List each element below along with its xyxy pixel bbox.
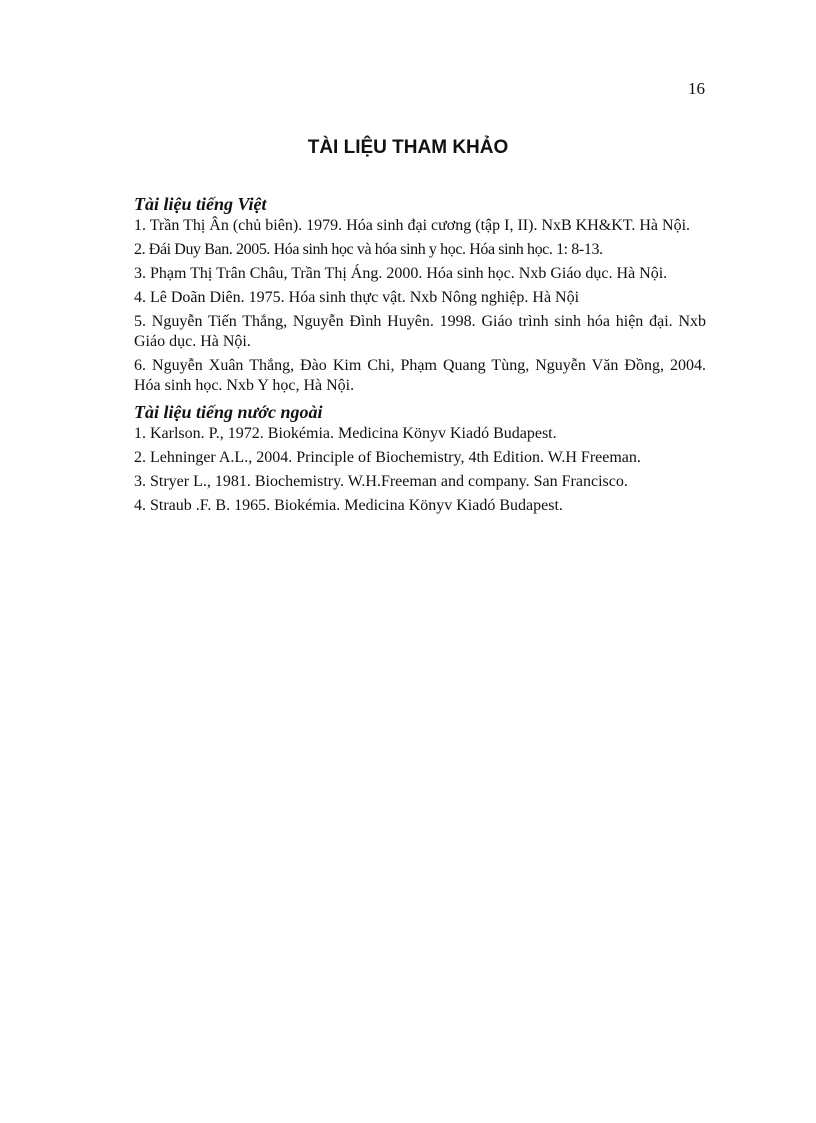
reference-item: 5. Nguyễn Tiến Thắng, Nguyễn Đình Huyên. 1998. Giáo trình sinh hóa hiện đại. Nxb Giáo dục. Hà Nội. — [134, 313, 706, 350]
reference-item: 4. Straub .F. B. 1965. Biokémia. Medicina Könyv Kiadó Budapest. — [134, 497, 563, 514]
section-vietnamese-references — [134, 192, 706, 396]
references-body — [134, 192, 706, 520]
reference-item: 3. Stryer L., 1981. Biochemistry. W.H.Freeman and company. San Francisco. — [134, 473, 628, 490]
reference-item: 6. Nguyễn Xuân Thắng, Đào Kim Chi, Phạm Quang Tùng, Nguyễn Văn Đồng, 2004. Hóa sinh học. Nxb Y học, Hà Nội. — [134, 357, 706, 394]
page-number: 16 — [688, 79, 705, 98]
reference-item: 4. Lê Doãn Diên. 1975. Hóa sinh thực vật. Nxb Nông nghiệp. Hà Nội — [134, 289, 580, 306]
section-foreign-references — [134, 400, 706, 516]
section-heading: Tài liệu tiếng nước ngoài — [134, 402, 323, 422]
page-title: TÀI LIỆU THAM KHẢO — [307, 137, 509, 158]
reference-item: 2. Đái Duy Ban. 2005. Hóa sinh học và hóa sinh y học. Hóa sinh học. 1: 8-13. — [134, 241, 603, 258]
reference-item: 3. Phạm Thị Trân Châu, Trần Thị Áng. 2000. Hóa sinh học. Nxb Giáo dục. Hà Nội. — [134, 265, 668, 282]
reference-item: 1. Karlson. P., 1972. Biokémia. Medicina Könyv Kiadó Budapest. — [134, 425, 557, 442]
reference-item: 2. Lehninger A.L., 2004. Principle of Biochemistry, 4th Edition. W.H Freeman. — [134, 449, 641, 466]
reference-item: 1. Trần Thị Ân (chủ biên). 1979. Hóa sinh đại cương (tập I, II). NxB KH&KT. Hà Nội. — [134, 217, 691, 234]
section-heading: Tài liệu tiếng Việt — [134, 194, 267, 214]
